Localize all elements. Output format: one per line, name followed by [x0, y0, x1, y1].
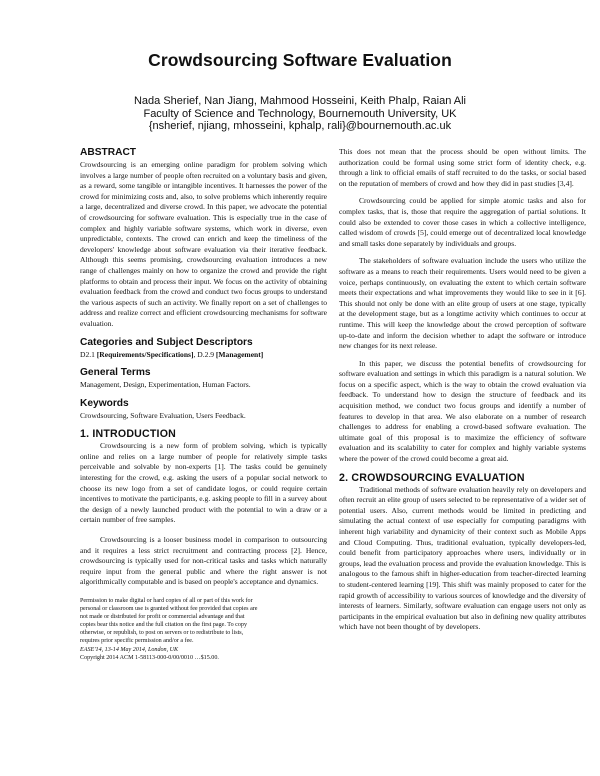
paper-title: Crowdsourcing Software Evaluation — [148, 50, 452, 70]
right-column — [339, 147, 586, 633]
author-block — [0, 95, 600, 133]
right-paragraph-3: The stakeholders of software evaluation include the users who utilize the software as a means to reach their requirements. Users would need to be given a voice, perhaps continuously, on evaluating the extent to which certain software meets their expectations and what improvements they would like to see in it [6]. This should not only be done with an elite group of users at one stage, typically at the development stage, but as a longtime activity which continues to occur at runtime. This will keep the knowledge about the crowd perception of software up-to-date and inform the decision whether to adapt the software or introduce new changes for its next release. — [339, 256, 586, 351]
introduction-heading: 1. INTRODUCTION — [80, 428, 176, 441]
general-terms-heading: General Terms — [80, 367, 151, 379]
conference-line: EASE'14, 13-14 May 2014, London, UK — [80, 646, 179, 653]
author-emails: {nsherief, njiang, mhosseini, kphalp, rali}@bournemouth.ac.uk — [148, 120, 452, 133]
author-affiliation: Faculty of Science and Technology, Bournemouth University, UK — [143, 107, 457, 120]
right-paragraph-2: Crowdsourcing could be applied for simple atomic tasks and also for complex tasks, that is, those that require the aggregation of partial solutions. It could also be extended to cover those cases in which a collective intelligence, called wisdom of crowds [5], could emerge out of decentralized local knowledge and small tasks done separately by individuals and groups. — [339, 196, 586, 248]
general-terms-text: Management, Design, Experimentation, Human Factors. — [80, 380, 251, 390]
keywords-heading: Keywords — [80, 397, 129, 409]
categories-heading: Categories and Subject Descriptors — [80, 336, 253, 348]
introduction-paragraph-1: Crowdsourcing is a new form of problem solving, which is typically online and relies on a large number of people for relatively simple tasks perceivable and solvable by non-experts [1]. The tasks could be genuinely interesting for the crowd, e.g. asking the users of a popular social network to choose its new logo from a set of candidate logos, or could require certain incentives to motivate the participants, e.g. asking people to fill in a survey about the design of a newly launched product with the potential to win a draw or a certain number of free samples. — [80, 441, 327, 525]
author-names: Nada Sherief, Nan Jiang, Mahmood Hosseini, Keith Phalp, Raian Ali — [133, 95, 467, 107]
copyright-notice: Permission to make digital or hard copies of all or part of this work for personal or classroom use is granted without fee provided that copies are not made or distributed for profit or commercial advantage and that copies bear this notice and the full citation on the first page. To copy otherwise, or republish, to post on servers or to redistribute to lists, requires prior specific permission and/or a fee. EASE'14, 13-14 May 2014, London, UK Copyright 2014 ACM 1-58113-000-0/00/0010 …$15.00. — [80, 597, 327, 662]
acm-copyright-line: Copyright 2014 ACM 1-58113-000-0/00/0010 …$15.00. — [80, 654, 219, 661]
right-paragraph-4: In this paper, we discuss the potential benefits of crowdsourcing for software evaluation and settings in which this paradigm is a natural solution. We focus on a specific aspect, which is the way to obtain the crowd evaluation via feedback. To understand how to design the structure of feedback and its acquisition method, we conduct two focus groups and identify a number of features to develop in that area. We also elaborate on a number of research challenges to address for enabling a crowd-based software evaluation. The ultimate goal of this proposal is to maximize the efficiency of software evaluation and its scalability to cater for complex and highly variable systems where the power of the crowd could become a great aid. — [339, 358, 586, 464]
abstract-heading: ABSTRACT — [80, 147, 137, 158]
category-management: [Management] — [215, 349, 264, 359]
abstract-text: Crowdsourcing is an emerging online paradigm for problem solving which involves a large number of people often recruited on a voluntary basis and given, as a reward, some tangible or intangible incentives. It harnesses the power of the crowd for minimizing costs and, also, to solve problems which inherently require a large, decentralized and diverse crowd. In this paper, we advocate the potential of crowdsourcing for software evaluation. This is especially true in the case of complex and highly variable software systems, which work in diverse, even unpredictable, contexts. The crowd can enrich and keep the timeliness of the developers' knowledge about software evaluation via their iterative feedback. Although this seems promising, crowdsourcing evaluation introduces a new range of challenges mainly on how to organize the crowd and provide the right platforms to obtain and process their input. We focus on the activity of obtaining evaluation feedback from the crowd and conduct two focus groups to understand the various aspects of such an activity. We finally report on a set of challenges to address and realize correct and efficient crowdsourcing mechanisms for software evaluation. — [80, 160, 327, 328]
category-requirements: [Requirements/Specifications] — [96, 349, 194, 359]
left-column — [80, 147, 327, 662]
section-2-paragraph: Traditional methods of software evaluation heavily rely on developers and often recruit an elite group of users selected to be representative of a wider set of potential users. Also, current methods would be limited in predicting and simulating the actual context of use especially for computing paradigms with inherent high variability and dynamicity of their context such as Mobile Apps and Cloud Computing. Thus, traditional evaluation, typically developers-led, could benefit from participatory approaches where users, individually or in groups, lead the evaluation process and provide the evaluation knowledge. This is analogous to the famous shift in higher-education from teacher-directed learning to student-centered learning [19]. This shift was mainly proposed to cater for the rapid growth of accessibility to various sources of knowledge and the diversity of interests of learners. Similarly, software evaluation can engage users not only as participants in the empirical evaluation but also in defining new quality attributes which have not been thought of by developers. — [339, 484, 586, 632]
keywords-text: Crowdsourcing, Software Evaluation, Users Feedback. — [80, 410, 246, 420]
section-2-heading: 2. CROWDSOURCING EVALUATION — [339, 471, 525, 484]
categories-text: D2.1 [Requirements/Specifications], D.2.9 [Management] — [80, 349, 264, 359]
right-paragraph-1: This does not mean that the process should be open without limits. The authorization could be formal using some strict form of identity check, e.g. through a link to official emails of staff recruited to do the tasks, or social based on the reputation of members of crowd and how they did in past studies [3,4]. — [339, 147, 586, 188]
introduction-paragraph-2: Crowdsourcing is a looser business model in comparison to outsourcing and it requires a less strict recruitment and contracting process [2]. Hence, crowdsourcing is typically used for non-critical tasks and tasks which naturally require input from the general public and where the right answer is not algorithmically computable and is based on people's acceptance and dynamics. — [80, 535, 327, 587]
